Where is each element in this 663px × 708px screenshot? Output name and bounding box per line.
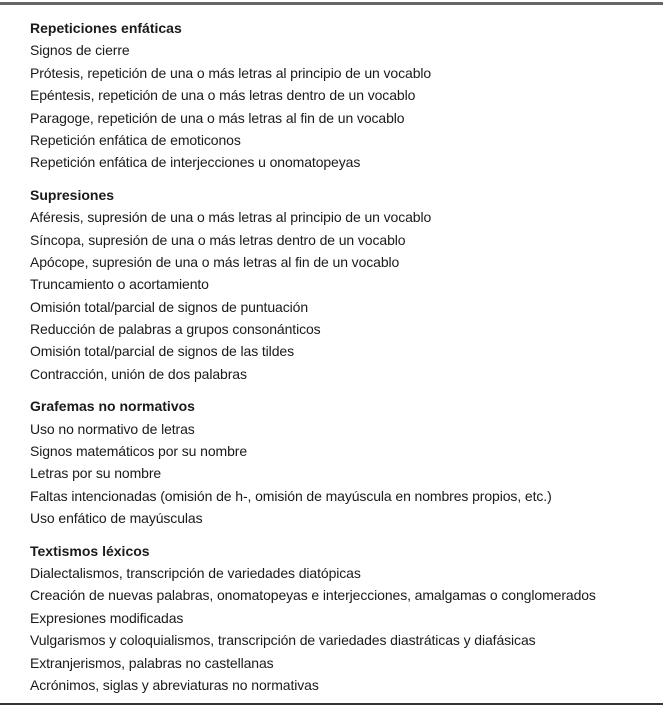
table-row: Extranjerismos, palabras no castellanas <box>30 654 274 671</box>
table-row: Aféresis, supresión de una o más letras al principio de un vocablo <box>30 209 432 226</box>
table-section <box>30 17 663 174</box>
table-row: Vulgarismos y coloquialismos, transcripción de variedades diastráticas y diafásicas <box>30 632 536 649</box>
table-row: Uso enfático de mayúsculas <box>30 510 203 527</box>
table-row: Signos de cierre <box>30 42 130 59</box>
table-row: Omisión total/parcial de signos de puntuación <box>30 298 309 315</box>
table-row: Faltas intencionadas (omisión de h-, omisión de mayúscula en nombres propios, etc.) <box>30 487 552 504</box>
table-row: Reducción de palabras a grupos consonánticos <box>30 321 321 338</box>
section-heading: Grafemas no normativos <box>30 398 195 415</box>
table-section <box>30 540 663 697</box>
section-heading: Supresiones <box>30 186 115 203</box>
table-row: Repetición enfática de interjecciones u onomatopeyas <box>30 154 361 171</box>
table-row: Uso no normativo de letras <box>30 420 195 437</box>
table-row: Epéntesis, repetición de una o más letras dentro de un vocablo <box>30 87 416 104</box>
table-row: Prótesis, repetición de una o más letras al principio de un vocablo <box>30 64 432 81</box>
table-row: Síncopa, supresión de una o más letras dentro de un vocablo <box>30 231 406 248</box>
table-row: Omisión total/parcial de signos de las tildes <box>30 343 294 360</box>
table-row: Letras por su nombre <box>30 465 162 482</box>
table-row: Expresiones modificadas <box>30 609 184 626</box>
textism-table <box>30 17 663 706</box>
table-row: Dialectalismos, transcripción de variedades diatópicas <box>30 564 361 581</box>
table-row: Truncamiento o acortamiento <box>30 276 209 293</box>
table-section <box>30 184 663 386</box>
table-row: Apócope, supresión de una o más letras al fin de un vocablo <box>30 253 400 270</box>
table-top-rule <box>0 2 663 5</box>
section-heading: Textismos léxicos <box>30 542 150 559</box>
table-row: Contracción, unión de dos palabras <box>30 365 247 382</box>
table-row: Signos matemáticos por su nombre <box>30 443 248 460</box>
table-section <box>30 395 663 529</box>
section-heading: Repeticiones enfáticas <box>30 20 182 36</box>
table-row: Creación de nuevas palabras, onomatopeyas e interjecciones, amalgamas o conglomerados <box>30 587 596 604</box>
table-row: Repetición enfática de emoticonos <box>30 131 241 148</box>
table-row: Acrónimos, siglas y abreviaturas no normativas <box>30 676 319 693</box>
table-bottom-rule <box>0 703 663 705</box>
table-row: Paragoge, repetición de una o más letras al fin de un vocablo <box>30 109 405 126</box>
